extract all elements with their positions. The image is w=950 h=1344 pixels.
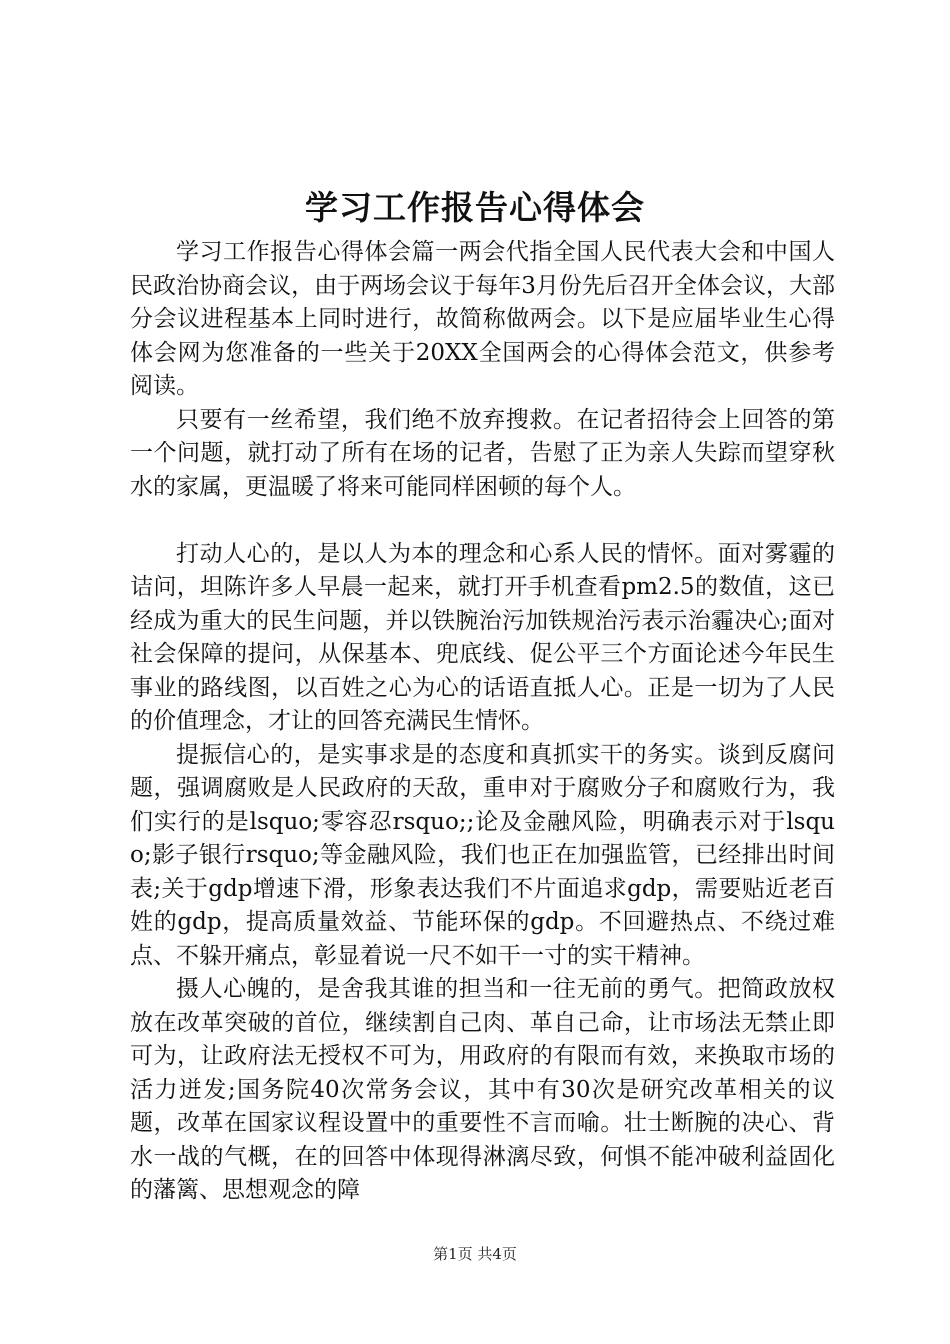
paragraph-boost-confidence: 提振信心的，是实事求是的态度和真抓实干的务实。谈到反腐问题，强调腐败是人民政府的天敌，重申对于腐败分子和腐败行为，我们实行的是lsquo;零容忍rsquo;;论及金融风险，明确表示对于lsquo;影子银行rsquo;等金融风险，我们也正在加强监管，已经排出时间表;关于gdp增速下滑，形象表达我们不片面追求gdp，需要贴近老百姓的gdp，提高质量效益、节能环保的gdp。不回避热点、不绕过难点、不躲开痛点，彰显着说一尺不如干一寸的实干精神。 [130,741,835,969]
document-title: 学习工作报告心得体会 [305,188,645,227]
paragraph-courage: 摄人心魄的，是舍我其谁的担当和一往无前的勇气。把简政放权放在改革突破的首位，继续割自己肉、革自己命，让市场法无禁止即可为，让政府法无授权不可为，用政府的有限而有效，来换取市场的活力迸发;国务院40次常务会议，其中有30次是研究改革相关的议题，改革在国家议程设置中的重要性不言而喻。壮士断腕的决心、背水一战的气概，在的回答中体现得淋漓尽致，何惧不能冲破利益固化的藩篱、思想观念的障 [130,976,835,1203]
paragraph-search-rescue: 只要有一丝希望，我们绝不放弃搜救。在记者招待会上回答的第一个问题，就打动了所有在场的记者，告慰了正为亲人失踪而望穿秋水的家属，更温暖了将来可能同样困顿的每个人。 [130,406,835,500]
paragraph-intro: 学习工作报告心得体会篇一两会代指全国人民代表大会和中国人民政治协商会议，由于两场会议于每年3月份先后召开全体会议，大部分会议进程基本上同时进行，故简称做两会。以下是应届毕业生心得体会网为您准备的一些关于20XX全国两会的心得体会范文，供参考阅读。 [130,239,835,399]
paragraph-gap [130,504,835,538]
document-body [130,236,835,1208]
page-number-footer: 第1页 共4页 [433,1245,517,1263]
paragraph-touching-hearts: 打动人心的，是以人为本的理念和心系人民的情怀。面对雾霾的诘问，坦陈许多人早晨一起来，就打开手机查看pm2.5的数值，这已经成为重大的民生问题，并以铁腕治污加铁规治污表示治霾决心;面对社会保障的提问，从保基本、兜底线、促公平三个方面论述今年民生事业的路线图，以百姓之心为心的话语直抵人心。正是一切为了人民的价值理念，才让的回答充满民生情怀。 [130,540,835,734]
